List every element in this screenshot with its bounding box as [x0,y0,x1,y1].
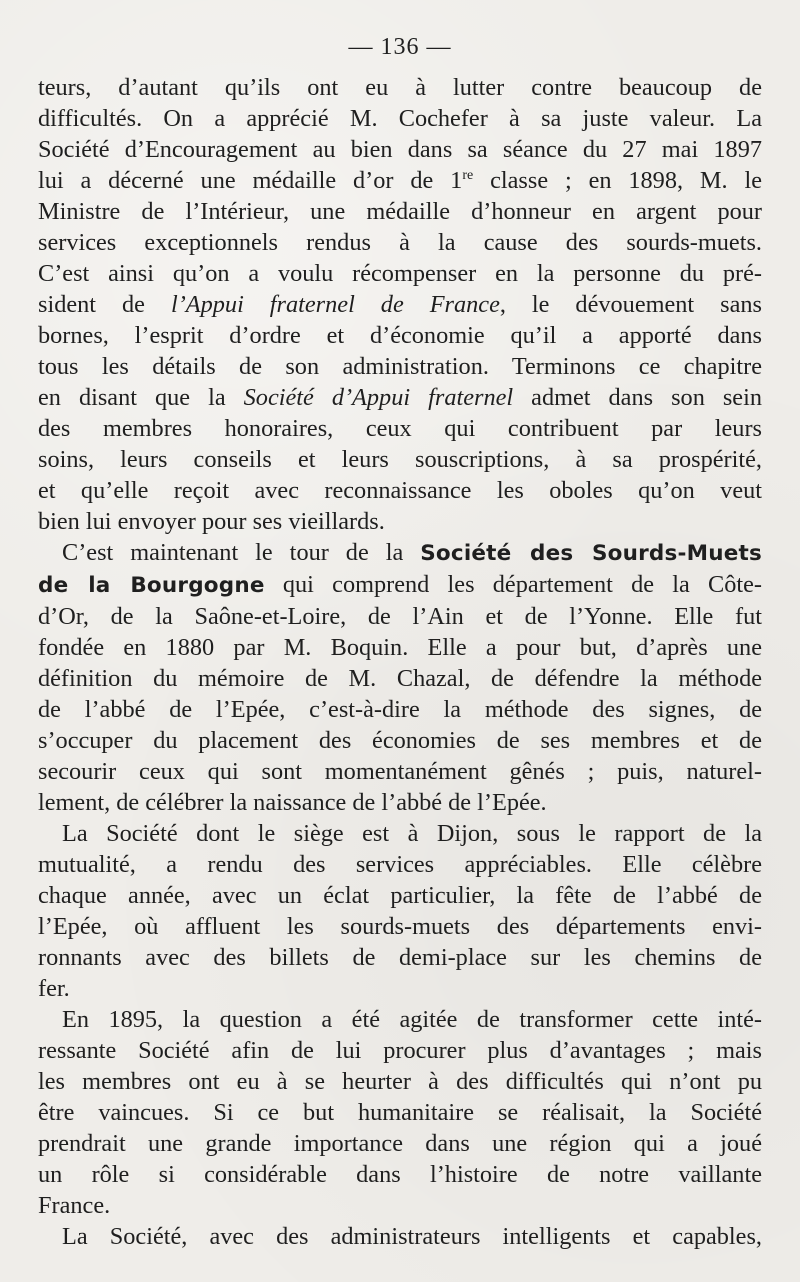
paragraph [38,1221,762,1252]
text-line [38,72,762,103]
text-line [38,911,762,942]
page-number: — 136 — [348,34,452,60]
text-run: définition du mémoire de M. Chazal, de défendre la méthode [38,665,762,692]
text-line [38,196,762,227]
text-run: bornes, l’esprit d’ordre et d’économie qu’il a apporté dans [38,322,762,349]
text-line [38,413,762,444]
text-run: C’est ainsi qu’on a voulu récompenser en la personne du pré- [38,260,762,287]
text-run: secourir ceux qui sont momentanément gênés ; puis, naturel- [38,758,762,785]
text-line [38,787,762,818]
text-line [38,506,762,537]
paragraph [38,72,762,537]
text-line [38,227,762,258]
text-run: lement, de célébrer la naissance de l’abbé de l’Epée. [38,789,547,816]
text-run: qui comprend les département de la Côte- [264,571,763,598]
text-run: lui a décerné une médaille d’or de 1 [38,167,463,194]
paragraph [38,818,762,1004]
paragraph [38,537,762,818]
text-run: C’est maintenant le tour de la [62,539,421,566]
text-line [38,880,762,911]
text-run: en disant que la [38,384,244,411]
bold-heading-text: Société des Sourds-Muets [420,541,762,566]
text-run: ronnants avec des billets de demi-place sur les chemins de [38,944,762,971]
text-line [38,382,762,413]
text-run: Société d’Encouragement au bien dans sa séance du 27 mai 1897 [38,136,762,163]
text-run: classe ; en 1898, M. le [473,167,762,194]
text-line [38,663,762,694]
text-run: prendrait une grande importance dans une région qui a joué [38,1130,762,1157]
text-run: chaque année, avec un éclat particulier, la fête de l’abbé de [38,882,762,909]
text-line [38,849,762,880]
text-line [38,475,762,506]
text-line [38,632,762,663]
text-line [38,1066,762,1097]
text-run: ressante Société afin de lui procurer plus d’avantages ; mais [38,1037,762,1064]
text-line [38,320,762,351]
text-line [38,444,762,475]
text-run: , le dévouement sans [499,291,763,318]
text-run: être vaincues. Si ce but humanitaire se réalisait, la Société [38,1099,762,1126]
text-line [38,725,762,756]
text-run: mutualité, a rendu des services appréciables. Elle célèbre [38,851,762,878]
text-line [38,1035,762,1066]
text-line [38,258,762,289]
text-line [38,1221,762,1252]
text-line [38,134,762,165]
text-run: des membres honoraires, ceux qui contribuent par leurs [38,415,762,442]
text-line [38,1128,762,1159]
text-run: fondée en 1880 par M. Boquin. Elle a pour but, d’après une [38,634,762,661]
text-run: soins, leurs conseils et leurs souscriptions, à sa prospérité, [38,446,762,473]
text-line [38,601,762,632]
text-line [38,756,762,787]
text-run: sident de [38,291,171,318]
paragraph [38,1004,762,1221]
text-run: les membres ont eu à se heurter à des difficultés qui n’ont pu [38,1068,762,1095]
text-line [38,103,762,134]
text-line [38,537,762,569]
text-run: d’Or, de la Saône-et-Loire, de l’Ain et de l’Yonne. Elle fut [38,603,762,630]
body-text [38,72,762,1252]
text-run: un rôle si considérable dans l’histoire de notre vaillante [38,1161,762,1188]
text-run: La Société, avec des administrateurs intelligents et capables, [62,1223,762,1250]
text-run: fer. [38,975,70,1002]
text-run: bien lui envoyer pour ses vieillards. [38,508,385,535]
italic-text: Société d’Appui fraternel [243,384,514,411]
text-run: services exceptionnels rendus à la cause des sourds-muets. [38,229,762,256]
text-run: l’Epée, où affluent les sourds-muets des départements envi- [38,913,762,940]
bold-heading-text: de la Bourgogne [38,573,265,598]
text-line [38,1190,762,1221]
text-line [38,1097,762,1128]
text-line [38,1004,762,1035]
text-run: tous les détails de son administration. Terminons ce chapitre [38,353,762,380]
text-line [38,569,762,601]
text-run: La Société dont le siège est à Dijon, sous le rapport de la [62,820,762,847]
text-run: s’occuper du placement des économies de ses membres et de [38,727,762,754]
italic-text: l’Appui fraternel de France [170,291,500,318]
text-run: et qu’elle reçoit avec reconnaissance les oboles qu’on veut [38,477,762,504]
text-run: teurs, d’autant qu’ils ont eu à lutter contre beaucoup de [38,74,762,101]
text-run: En 1895, la question a été agitée de transformer cette inté- [62,1006,762,1033]
text-line [38,942,762,973]
text-line [38,351,762,382]
text-line [38,973,762,1004]
text-run: difficultés. On a apprécié M. Cochefer à sa juste valeur. La [38,105,762,132]
text-run: Ministre de l’Intérieur, une médaille d’honneur en argent pour [38,198,762,225]
text-run: de l’abbé de l’Epée, c’est-à-dire la méthode des signes, de [38,696,762,723]
text-line [38,289,762,320]
text-run: France. [38,1192,111,1219]
text-line [38,165,762,196]
text-line [38,818,762,849]
text-line [38,1159,762,1190]
text-run: re [462,168,474,183]
text-run: admet dans son sein [513,384,762,411]
text-line [38,694,762,725]
